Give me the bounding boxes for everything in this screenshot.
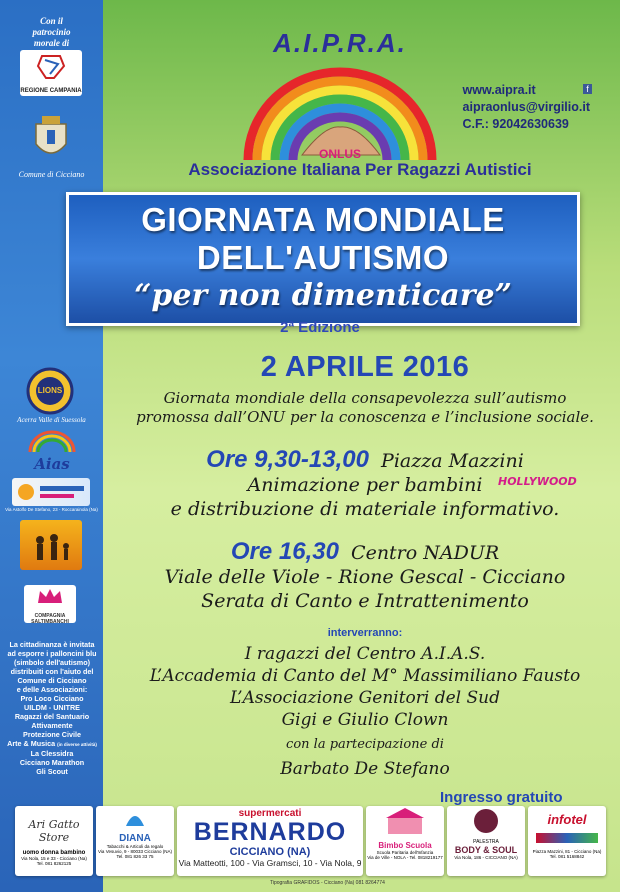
regione-emblem-icon xyxy=(20,50,82,84)
address-text: Via Astolfo De Stefano, 23 - Roccarainola (Na) xyxy=(5,507,98,512)
nuovo-sole-logo xyxy=(12,478,90,506)
contact-block xyxy=(463,82,590,133)
lions-logo xyxy=(24,367,76,415)
aias-rainbow-icon xyxy=(24,430,80,452)
sponsor-body-soul: PALESTRA BODY & SOUL Via Nola, 186 - CICCIANO (NA) xyxy=(447,806,525,876)
evening-line-2: Serata di Canto e Intrattenimento xyxy=(201,590,529,612)
palestra-emblem-icon xyxy=(447,806,525,834)
hollywood-logo: HOLLYWOOD xyxy=(498,475,577,488)
association-name: Associazione Italiana Per Ragazzi Autistici xyxy=(188,160,532,179)
printer-credit: Tipografia GRAFIDOS - Cicciano (Na) 081 8264774 xyxy=(270,880,385,886)
aias-logo xyxy=(24,430,80,473)
citizens-notice: La cittadinanza è invitata ad esporre i palloncini blu (simbolo dell'autismo) distribuiti con l'aiuto del Comune di Cicciano e delle Associazioni: Pro Loco Cicciano UILDM - UNITRE Ragazzi del Santuario Attivamente Protezione Civile Arte & Musica (in diverse attività) La Clessidra Cicciano Marathon Gli Scout xyxy=(7,640,97,776)
lions-sub: Acerra Valle di Suessola xyxy=(17,416,86,424)
cicciano-crest xyxy=(30,114,72,164)
banner-line-1: GIORNATA MONDIALE xyxy=(141,201,505,238)
partecipazione-label: con la partecipazione di xyxy=(286,737,444,752)
patrocinio-text: Con il patrocinio morale di xyxy=(32,16,71,48)
interverranno-label: interverranno: xyxy=(327,627,403,639)
evening-session xyxy=(110,540,620,613)
morning-line-1: Animazione per bambini xyxy=(247,474,483,496)
sun-icon xyxy=(12,478,90,506)
comune-label: Comune di Cicciano xyxy=(18,170,85,179)
morning-line-2: e distribuzione di materiale informativo. xyxy=(170,498,560,520)
evening-place: Centro NADUR xyxy=(351,542,500,564)
aias-label: Aias xyxy=(34,455,70,473)
family-silhouette-icon xyxy=(20,520,82,570)
lions-label: LIONS xyxy=(37,386,63,395)
sponsor-infotel: infotel Piazza Mazzini, 81 - Cicciano (Na) Tel. 081 5168842 xyxy=(528,806,606,876)
crest-icon xyxy=(30,114,72,164)
banner-line-2: DELL'AUTISMO xyxy=(196,239,450,276)
morning-place: Piazza Mazzini xyxy=(381,450,524,472)
website-link[interactable]: www.aipra.it xyxy=(462,83,536,97)
edition-label: 2ª Edizione xyxy=(280,319,360,336)
sponsor-diana: DIANA Tabacchi & Articoli da regalo Via Vesuvio, 9 - 80033 Cicciano (NA) Tel. 081 826 33 75 xyxy=(96,806,174,876)
special-guest: Barbato De Stefano xyxy=(280,759,450,779)
sponsor-sidebar xyxy=(0,0,103,892)
family-logo xyxy=(20,520,82,570)
regione-label: REGIONE CAMPANIA xyxy=(20,88,82,94)
onlus-label: ONLUS xyxy=(319,147,361,161)
guest-list xyxy=(110,643,620,731)
intro-text: Giornata mondiale della consapevolezza sull’autismo promossa dall’ONU per la conoscenza e l’inclusione sociale. xyxy=(136,389,594,426)
evening-line-1: Viale delle Viole - Rione Gescal - Cicciano xyxy=(164,566,566,588)
sponsor-bernardo: supermercati BERNARDO CICCIANO (NA) Via Matteotti, 100 - Via Gramsci, 10 - Via Nola, 9 xyxy=(177,806,363,876)
title-banner xyxy=(66,192,580,326)
regione-campania-logo xyxy=(20,50,82,96)
banner-tagline: “per non dimenticare” xyxy=(134,278,512,313)
guest-item: L’Associazione Genitori del Sud xyxy=(229,688,501,708)
tax-code: C.F.: 92042630639 xyxy=(462,117,569,131)
sponsor-bimbo-scuola: Bimbo Scuola Scuola Paritaria dell'Infanzia Via de Ville - NOLA - Tel. 0818219177 xyxy=(366,806,444,876)
guest-item: L’Accademia di Canto del M° Massimiliano Fausto xyxy=(149,666,581,686)
evening-time: Ore 16,30 xyxy=(230,538,339,565)
sponsor-ari-gatto: Ari Gatto Store uomo donna bambino Via Nola, 15 e 33 - Cicciano (Na) Tel. 081 8262125 xyxy=(15,806,93,876)
email-link[interactable]: aipraonlus@virgilio.it xyxy=(462,100,590,114)
event-date: 2 APRILE 2016 xyxy=(260,351,470,383)
saltimbanchi-logo xyxy=(24,585,76,623)
school-icon xyxy=(366,806,444,836)
free-entry-label: Ingresso gratuito xyxy=(440,789,563,806)
leaf-icon xyxy=(96,806,174,828)
facebook-icon[interactable]: f xyxy=(583,84,592,94)
org-acronym: A.I.P.R.A. xyxy=(273,28,407,58)
saltimbanchi-label: COMPAGNIA SALTIMBANCHI xyxy=(31,613,69,625)
crown-icon xyxy=(24,585,76,609)
guest-item: I ragazzi del Centro A.I.A.S. xyxy=(244,644,486,664)
morning-time: Ore 9,30-13,00 xyxy=(206,446,369,473)
guest-item: Gigi e Giulio Clown xyxy=(281,710,449,730)
